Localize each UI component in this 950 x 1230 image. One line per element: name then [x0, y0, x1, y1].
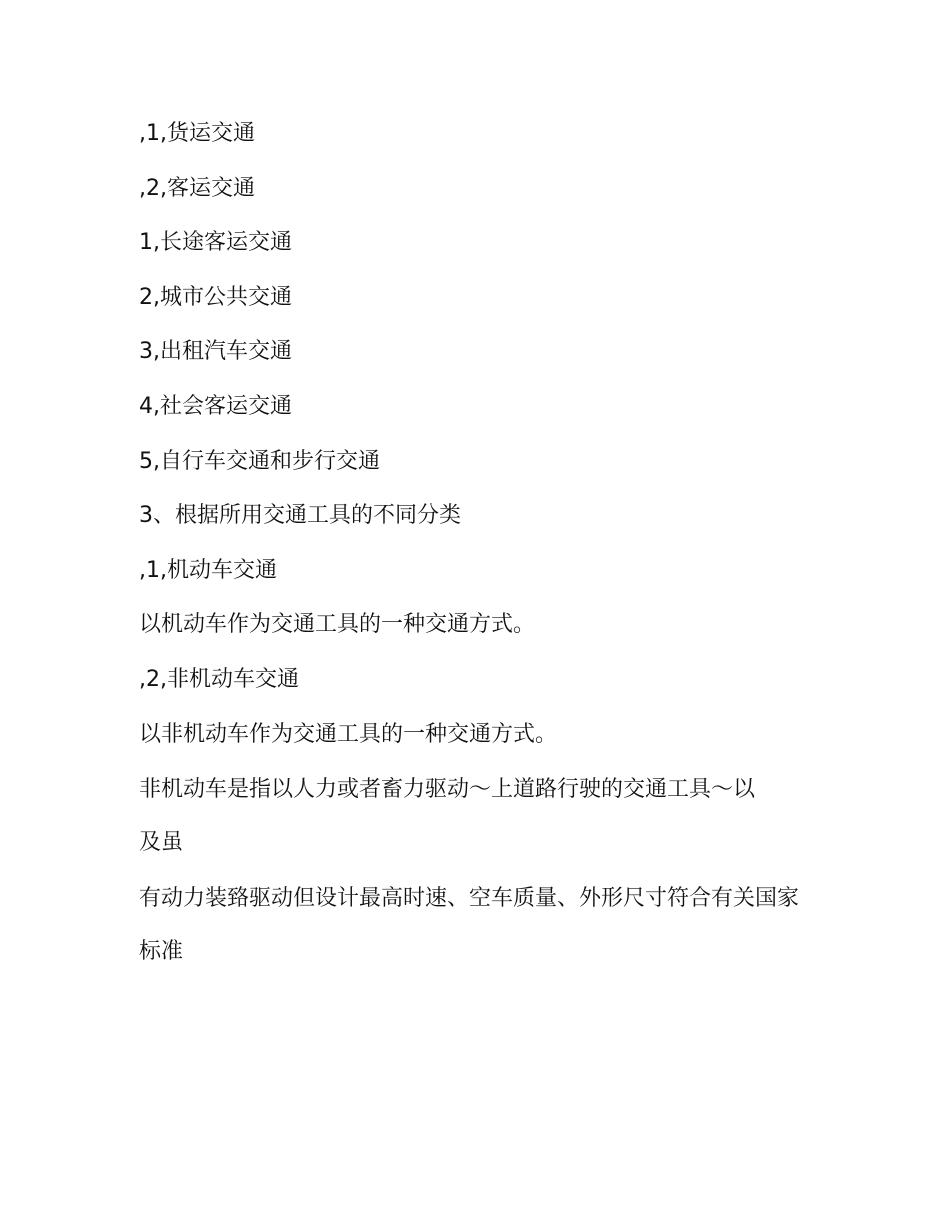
text-line: 以非机动车作为交通工具的一种交通方式。: [139, 721, 558, 747]
text-line: 2,城市公共交通: [139, 284, 292, 310]
text-line: ,2,客运交通: [139, 175, 255, 201]
document-body: [139, 118, 809, 990]
text-line: ,2,非机动车交通: [139, 666, 299, 692]
text-line: 4,社会客运交通: [139, 393, 292, 419]
text-line: 及虽: [139, 830, 184, 856]
text-line: 3,出租汽车交通: [139, 339, 292, 365]
text-line: 以机动车作为交通工具的一种交通方式。: [139, 612, 536, 638]
paragraph-nonmotor-definition: 非机动车是指以人力或者畜力驱动～上道路行驶的交通工具～以: [139, 777, 756, 803]
paragraph-power-device: 有动力装臵驱动但设计最高时速、空车质量、外形尺寸符合有关国家: [139, 885, 800, 911]
section-heading: 3、根据所用交通工具的不同分类: [139, 503, 461, 529]
text-line: 标准: [139, 938, 184, 964]
text-line: 5,自行车交通和步行交通: [139, 448, 380, 474]
text-line: ,1,货运交通: [139, 121, 255, 146]
text-line: 1,长途客运交通: [139, 230, 292, 256]
text-line: ,1,机动车交通: [139, 557, 277, 583]
